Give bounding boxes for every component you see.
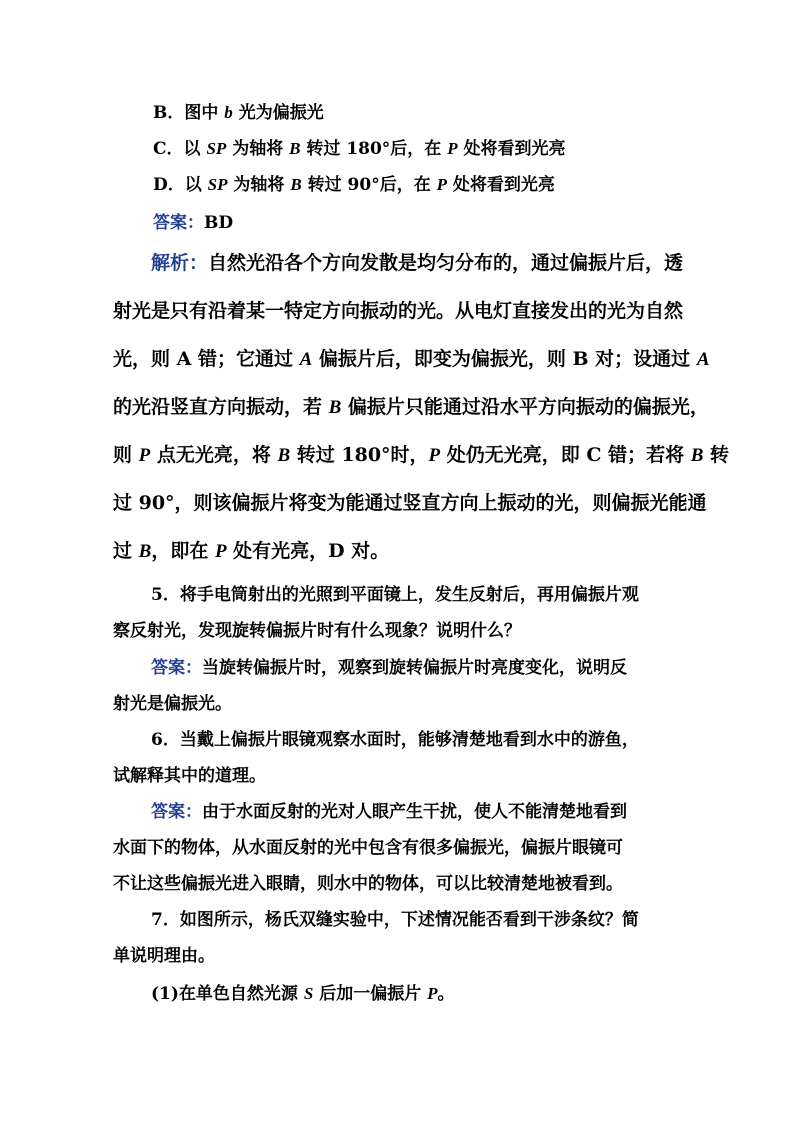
question-6-line-1 [151, 725, 639, 750]
answer-label: 答案： [153, 213, 204, 233]
question-var: S [303, 984, 314, 1003]
analysis-text: 点无光亮，将 [150, 444, 278, 466]
option-text: 处将看到光亮 [457, 139, 566, 159]
analysis-line-4 [113, 392, 709, 419]
option-label: D． [153, 175, 185, 195]
answer-text: 由于水面反射的光对人眼产生干扰，使人不能清楚地看到 [202, 802, 627, 822]
analysis-var: B [277, 445, 291, 466]
question-5-answer-2 [113, 689, 232, 714]
answer-text: 水面下的物体，从水面反射的光中包含有很多偏振光，偏振片眼镜可 [113, 838, 623, 858]
analysis-text: 偏振片后，即变为偏振光，则 B 对；设通过 [312, 348, 697, 370]
option-b [153, 98, 324, 123]
question-7-line-1 [151, 905, 639, 930]
question-6-answer-2 [113, 833, 623, 858]
question-5-line-2 [113, 616, 521, 641]
analysis-var: A [299, 349, 313, 370]
option-label: C． [153, 139, 184, 159]
answer-value: BD [204, 213, 234, 233]
question-6-line-2 [113, 761, 266, 786]
question-6-answer-1 [151, 797, 627, 822]
option-var: SP [207, 175, 228, 194]
answer-label: 答案： [151, 802, 202, 822]
question-5-answer-1 [151, 653, 627, 678]
answer-label: 答案： [151, 658, 202, 678]
analysis-text: 过 [113, 540, 139, 562]
option-text: 处将看到光亮 [447, 175, 555, 195]
option-text: 图中 [184, 103, 225, 123]
analysis-text: ，即在 [151, 540, 215, 562]
question-5-line-1 [151, 580, 639, 605]
option-text: 以 [183, 139, 207, 159]
option-text: 转过 180°后，在 [300, 139, 448, 159]
analysis-label: 解析： [151, 252, 209, 274]
analysis-text: 光，则 A 错；它通过 [113, 348, 300, 370]
option-text: 光为偏振光 [232, 103, 324, 123]
question-text: 察反射光，发现旋转偏振片时有什么现象？说明什么？ [113, 621, 521, 641]
option-var: P [447, 139, 458, 158]
question-text: 试解释其中的道理。 [113, 766, 266, 786]
question-6-answer-3 [113, 869, 623, 894]
question-var: P [427, 984, 438, 1003]
option-text: 为轴将 [226, 139, 290, 159]
analysis-text: 处有光亮，D 对。 [226, 540, 390, 562]
answer-line [153, 208, 233, 233]
analysis-var: P [428, 445, 441, 466]
analysis-var: P [138, 445, 151, 466]
option-d [153, 170, 555, 195]
option-c [153, 134, 566, 159]
answer-text: 不让这些偏振光进入眼睛，则水中的物体，可以比较清楚地被看到。 [113, 874, 623, 894]
analysis-text: 处仍无光亮，即 C 错；若将 [440, 444, 691, 466]
question-7-line-2 [113, 941, 215, 966]
analysis-text: 的光沿竖直方向振动，若 [113, 396, 329, 418]
question-text: 后加一偏振片 [313, 984, 428, 1004]
option-label: B． [153, 103, 185, 123]
analysis-line-3 [113, 344, 710, 371]
analysis-text: 偏振片只能通过沿水平方向振动的偏振光， [341, 396, 709, 418]
analysis-line-7 [113, 536, 389, 563]
analysis-var: B [328, 397, 342, 418]
analysis-var: P [214, 541, 227, 562]
option-text: 转过 90°后，在 [301, 175, 437, 195]
analysis-text: 则 [113, 444, 139, 466]
analysis-line-6 [113, 488, 707, 515]
option-var: P [436, 175, 448, 194]
question-text: 6．当戴上偏振片眼镜观察水面时，能够清楚地看到水中的游鱼， [151, 730, 639, 750]
analysis-text: 自然光沿各个方向发散是均匀分布的，通过偏振片后，透 [208, 252, 684, 274]
analysis-text: 转过 180°时， [290, 444, 429, 466]
question-text: 7．如图所示，杨氏双缝实验中，下述情况能否看到干涉条纹？简 [151, 910, 639, 930]
analysis-line-5 [113, 440, 729, 467]
analysis-var: B [138, 541, 152, 562]
analysis-line-2 [113, 296, 683, 323]
answer-text: 当旋转偏振片时，观察到旋转偏振片时亮度变化，说明反 [202, 658, 627, 678]
analysis-text: 过 90°，则该偏振片将变为能通过竖直方向上振动的光，则偏振光能通 [113, 492, 707, 514]
answer-text: 射光是偏振光。 [113, 694, 232, 714]
analysis-var: B [690, 445, 704, 466]
option-var: SP [206, 139, 227, 158]
question-text: 单说明理由。 [113, 946, 215, 966]
analysis-var: A [696, 349, 710, 370]
option-text: 为轴将 [227, 175, 291, 195]
question-text: 5．将手电筒射出的光照到平面镜上，发生反射后，再用偏振片观 [151, 585, 639, 605]
analysis-line-1 [151, 248, 683, 275]
option-var: B [290, 175, 302, 194]
option-var: B [289, 139, 301, 158]
option-var: b [224, 103, 233, 122]
question-text: (1)在单色自然光源 [151, 984, 304, 1004]
question-7-sub-1 [151, 979, 455, 1004]
option-text: 以 [184, 175, 208, 195]
analysis-text: 射光是只有沿着某一特定方向振动的光。从电灯直接发出的光为自然 [113, 300, 684, 322]
question-text: 。 [437, 984, 455, 1004]
analysis-text: 转 [703, 444, 730, 466]
